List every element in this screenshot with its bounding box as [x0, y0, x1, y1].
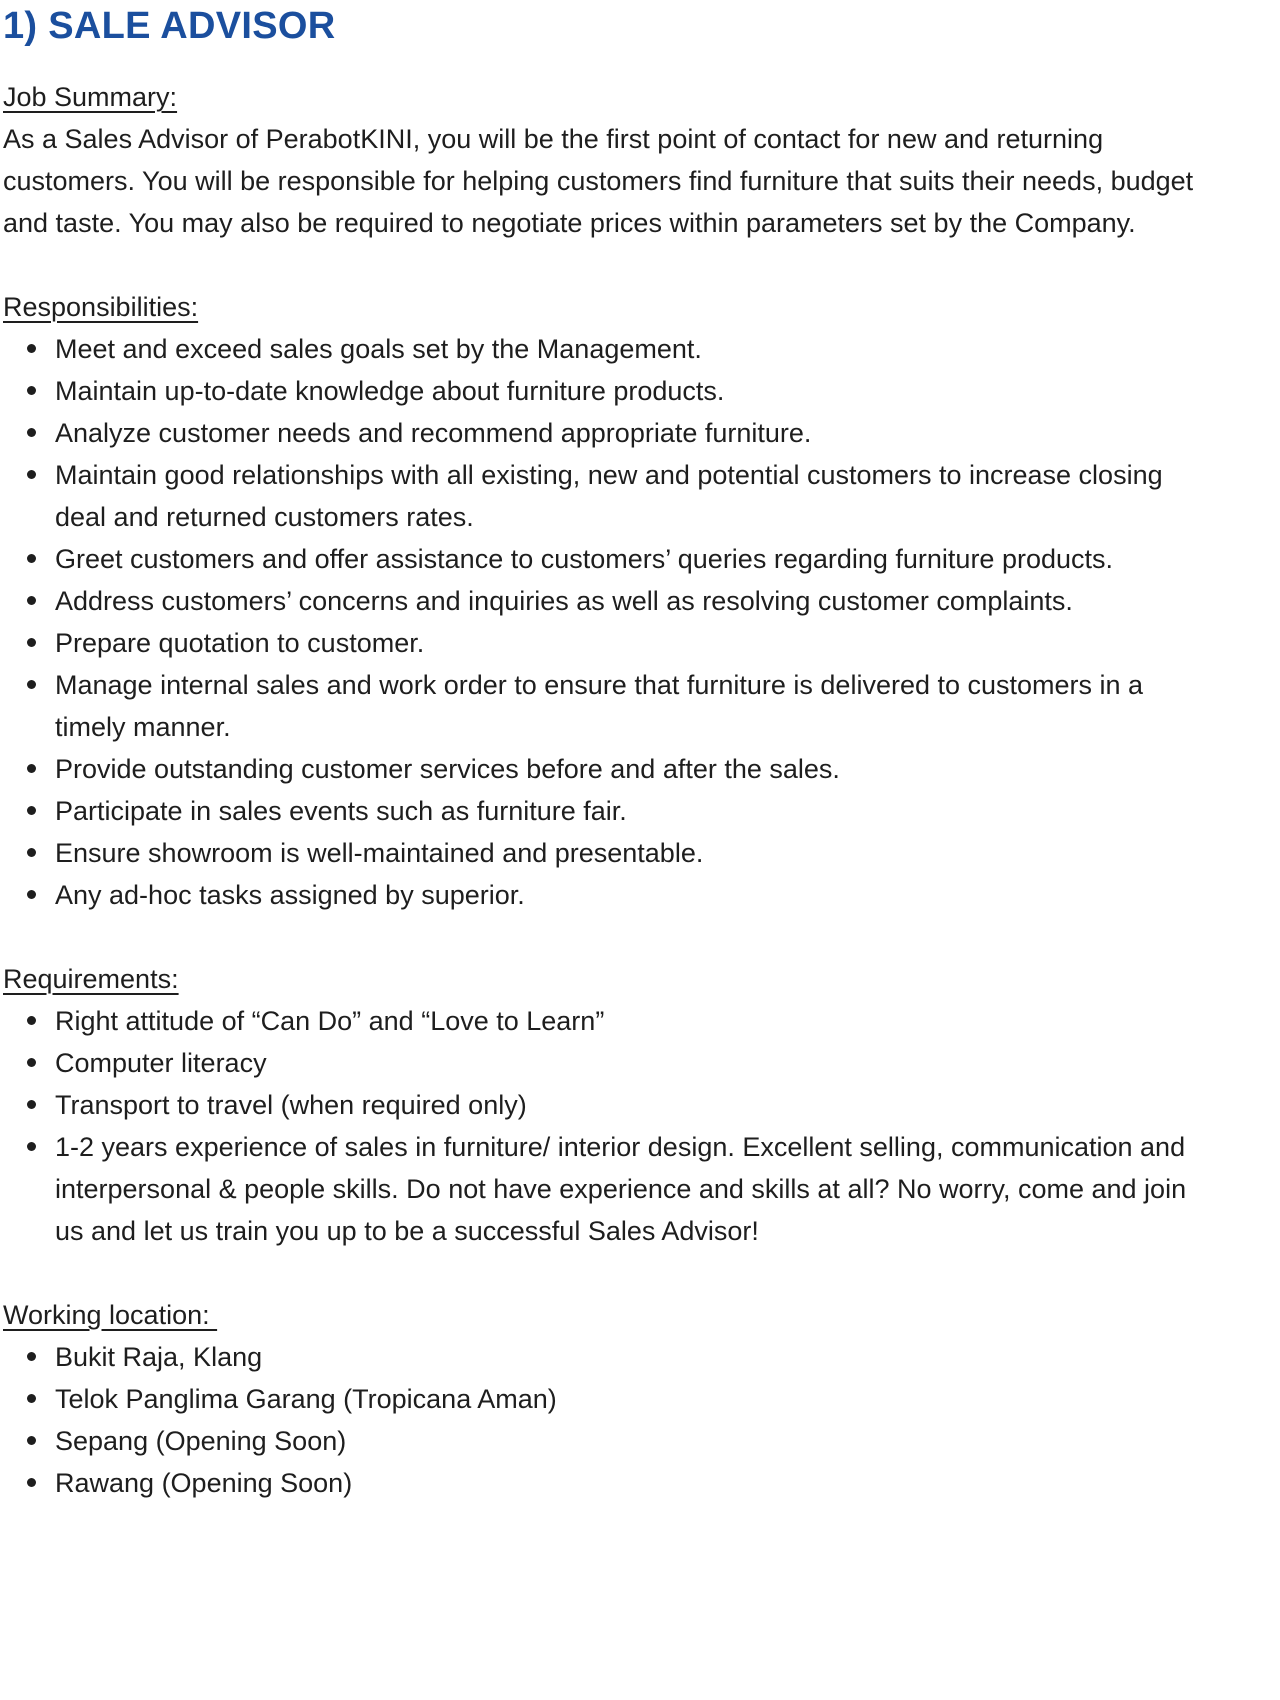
list-item: Meet and exceed sales goals set by the Management.: [3, 328, 1204, 370]
list-item: Maintain up-to-date knowledge about furniture products.: [3, 370, 1204, 412]
section-job-summary: [3, 76, 1204, 244]
list-item: 1-2 years experience of sales in furniture/ interior design. Excellent selling, communication and interpersonal & people skills. Do not have experience and skills at all? No worry, come and join us and let us train you up to be a successful Sales Advisor!: [3, 1126, 1204, 1252]
page-title: 1) SALE ADVISOR: [3, 5, 336, 47]
list-item: Sepang (Opening Soon): [3, 1420, 1204, 1462]
working-location-heading: [3, 1294, 1204, 1336]
list-item: Right attitude of “Can Do” and “Love to Learn”: [3, 1000, 1204, 1042]
list-item: Participate in sales events such as furniture fair.: [3, 790, 1204, 832]
list-item: Bukit Raja, Klang: [3, 1336, 1204, 1378]
list-item: Manage internal sales and work order to ensure that furniture is delivered to customers in a timely manner.: [3, 664, 1204, 748]
job-summary-heading: [3, 76, 1204, 118]
responsibilities-heading-text: Responsibilities:: [3, 292, 199, 322]
list-item: Analyze customer needs and recommend appropriate furniture.: [3, 412, 1204, 454]
list-item: Telok Panglima Garang (Tropicana Aman): [3, 1378, 1204, 1420]
list-item: Provide outstanding customer services before and after the sales.: [3, 748, 1204, 790]
section-responsibilities: [3, 286, 1204, 916]
job-summary-heading-text: Job Summary:: [3, 82, 178, 112]
responsibilities-heading: [3, 286, 1204, 328]
requirements-heading: [3, 958, 1204, 1000]
list-item: Prepare quotation to customer.: [3, 622, 1204, 664]
list-item: Maintain good relationships with all existing, new and potential customers to increase closing deal and returned customers rates.: [3, 454, 1204, 538]
list-item: Computer literacy: [3, 1042, 1204, 1084]
list-item: Rawang (Opening Soon): [3, 1462, 1204, 1504]
working-location-list: [3, 1336, 1204, 1504]
list-item: Any ad-hoc tasks assigned by superior.: [3, 874, 1204, 916]
requirements-list: [3, 1000, 1204, 1252]
list-item: Ensure showroom is well-maintained and presentable.: [3, 832, 1204, 874]
requirements-heading-text: Requirements:: [3, 964, 179, 994]
section-working-location: [3, 1294, 1204, 1504]
job-summary-paragraph: As a Sales Advisor of PerabotKINI, you will be the first point of contact for new and returning customers. You will be responsible for helping customers find furniture that suits their needs, budget and taste. You may also be required to negotiate prices within parameters set by the Company.: [3, 124, 1194, 238]
list-item: Address customers’ concerns and inquiries as well as resolving customer complaints.: [3, 580, 1204, 622]
responsibilities-list: [3, 328, 1204, 916]
working-location-heading-text: Working location:: [3, 1300, 218, 1330]
section-requirements: [3, 958, 1204, 1252]
list-item: Transport to travel (when required only): [3, 1084, 1204, 1126]
list-item: Greet customers and offer assistance to customers’ queries regarding furniture products.: [3, 538, 1204, 580]
